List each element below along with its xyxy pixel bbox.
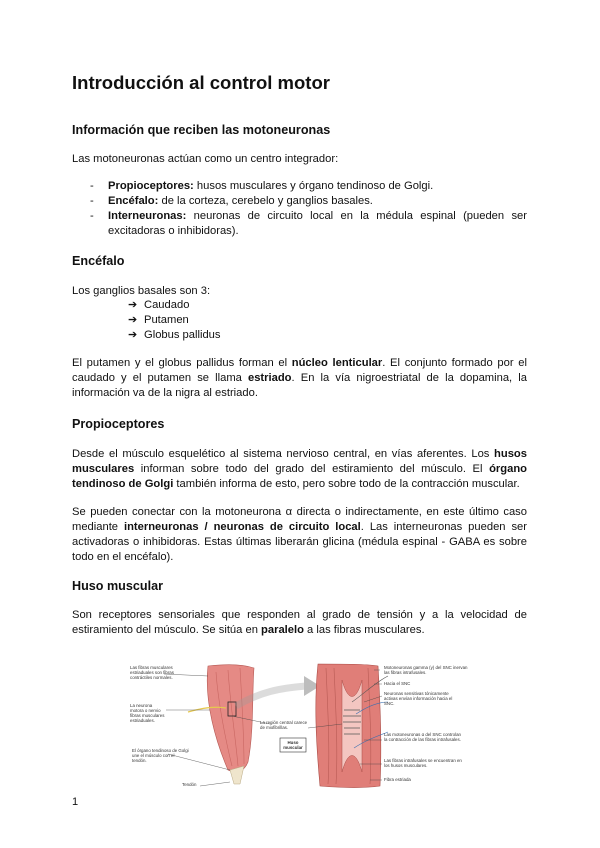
list-item: - Interneuronas: neuronas de circuito local en la médula espinal (pueden ser excitadoras o inhibidoras).: [90, 210, 527, 237]
label-huso-box: Huso muscular: [283, 740, 303, 750]
inputs-list: [72, 179, 527, 239]
ganglios-intro: Los ganglios basales son 3:: [72, 285, 211, 297]
list-item: ➔ Putamen: [128, 314, 189, 326]
list-item: ➔ Caudado: [128, 299, 190, 311]
huso-paragraph: Son receptores sensoriales que responden al grado de tensión y a la velocidad de estiramiento del músculo. Se sitúa en paralelo a las fibras musculares.: [72, 609, 527, 636]
dash-bullet: -: [90, 195, 94, 207]
section-heading-motoneuronas: Información que reciben las motoneuronas: [72, 123, 331, 137]
arrow-icon: ➔: [128, 329, 138, 341]
arrow-icon: ➔: [128, 299, 138, 311]
label-motor-nerve: La neurona motora o nervio fibras musculares estriaduales.: [130, 703, 165, 723]
label-gamma: Motoneuronas gamma (γ) del SNC inervan las fibras intrafusales.: [384, 665, 468, 675]
label-alpha: Las motoneuronas α del SNC controlan la contracción de las fibras intrafusales.: [384, 732, 461, 742]
list-item: ➔ Globus pallidus: [128, 329, 221, 341]
section-heading-huso: Huso muscular: [72, 579, 163, 593]
label-to-cns: Hacia el SNC: [384, 681, 411, 686]
dash-bullet: -: [90, 180, 94, 192]
section-heading-propioceptores: Propioceptores: [72, 417, 165, 431]
dash-bullet: -: [90, 210, 94, 222]
ganglios-list: [128, 298, 221, 343]
page-title: Introducción al control motor: [72, 72, 330, 93]
label-intrafusal: Las fibras intrafusales se encuentran en los husos musculares.: [384, 758, 462, 768]
label-golgi: El órgano tendinoso de Golgi une el músculo con el tendón.: [132, 748, 189, 763]
encefalo-paragraph: El putamen y el globus pallidus forman el núcleo lenticular. El conjunto formado por el caudado y el putamen se llama estriado. En la vía nigroestriatal de la dopamina, la información va de la nigra al estriado.: [72, 357, 527, 399]
propioceptores-paragraph-2: Se pueden conectar con la motoneurona α directa o indirectamente, en este último caso mediante interneuronas / neuronas de circuito local. Las interneuronas pueden ser activadoras o inhibidoras. Estas últimas liberarán glicina (médula espinal - GABA es sobre todo en el encéfalo).: [72, 506, 528, 563]
label-striated: Fibra estriada: [384, 777, 411, 782]
label-sensory: Neuronas sensitivas tónicamente activas envían información hacia el SNC.: [384, 691, 453, 706]
arrow-icon: ➔: [128, 314, 138, 326]
muscle-spindle-figure: [130, 662, 470, 790]
list-item: - Encéfalo: de la corteza, cerebelo y ganglios basales.: [90, 195, 373, 207]
list-item: - Propioceptores: husos musculares y órgano tendinoso de Golgi.: [90, 180, 434, 192]
label-central-region: La región central carece de miofibrillas.: [260, 720, 308, 730]
page-number: 1: [72, 796, 79, 808]
motoneuronas-intro: Las motoneuronas actúan como un centro integrador:: [72, 153, 339, 165]
section-heading-encefalo: Encéfalo: [72, 254, 125, 268]
label-tendon: Tendón: [182, 782, 197, 787]
label-extrafusal: Las fibras musculares estriaduales son fibras contráctiles normales.: [130, 665, 174, 680]
propioceptores-paragraph-1: Desde el músculo esquelético al sistema nervioso central, en vías aferentes. Los husos musculares informan sobre todo del grado del estiramiento del músculo. El órgano tendinoso de Golgi también informa de esto, pero sobre todo de la contracción muscular.: [72, 448, 527, 490]
